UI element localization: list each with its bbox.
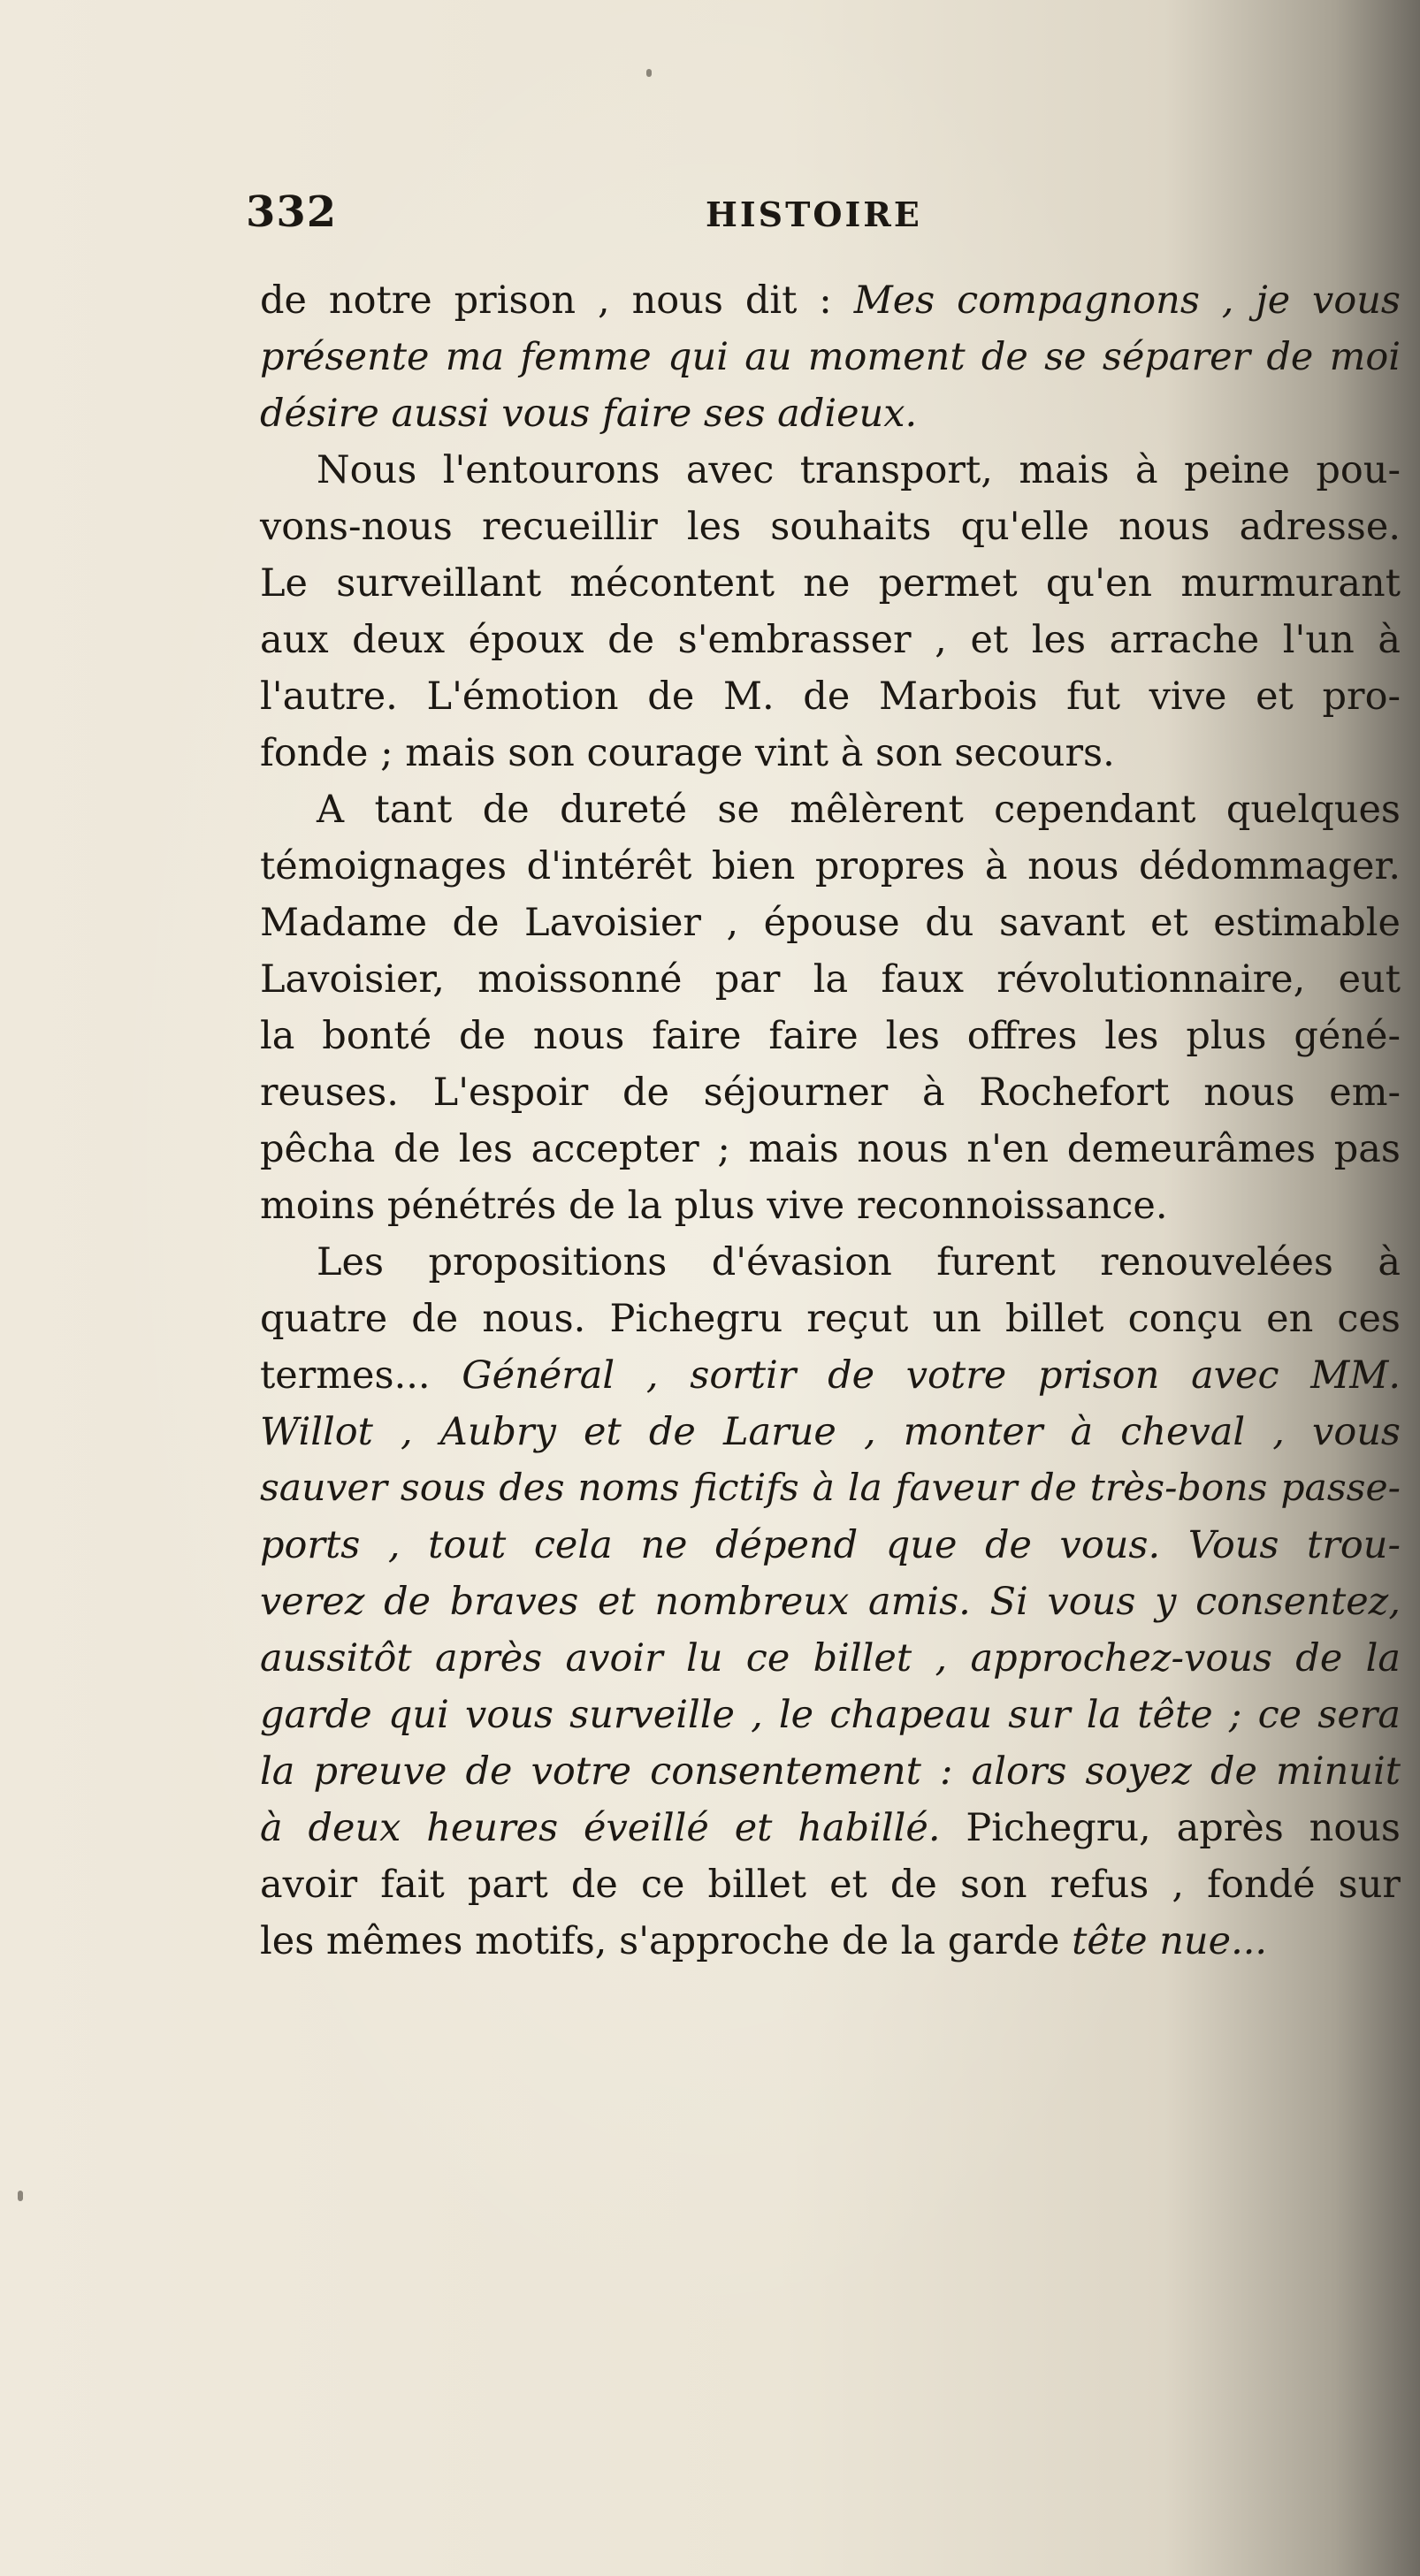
text-line [260,1517,1401,1574]
roman-segment: reuses. L'espoir de séjourner à Rochefort nous em- [260,1071,1401,1115]
text-line [260,612,1401,668]
text-line [260,1913,1401,1970]
text-line [260,668,1401,725]
italic-segment: sauver sous des noms fictifs à la faveur de très-bons passe- [260,1467,1401,1510]
roman-segment: Le surveillant mécontent ne permet qu'en murmurant [260,561,1401,606]
text-line [260,1121,1401,1177]
ink-speck [18,2191,23,2201]
text-line [260,781,1401,838]
roman-segment: pêcha de les accepter ; mais nous n'en demeurâmes pas [260,1127,1401,1171]
page-header [246,187,927,249]
roman-segment: la bonté de nous faire faire les offres les plus géné- [260,1014,1401,1058]
roman-segment: aux deux époux de s'embrasser , et les arrache l'un à [260,618,1401,662]
italic-segment: verez de braves et nombreux amis. Si vous y consentez, [260,1580,1401,1624]
roman-segment: termes... [260,1353,462,1398]
text-line [260,1630,1401,1687]
roman-segment: les mêmes motifs, s'approche de la garde [260,1919,1073,1963]
roman-segment: Pichegru, après nous [940,1806,1401,1850]
text-line [260,1743,1401,1800]
italic-segment: Général , sortir de votre prison avec MM. [462,1353,1401,1398]
roman-segment: avoir fait part de ce billet et de son refus , fondé sur [260,1863,1401,1907]
roman-segment: Madame de Lavoisier , épouse du savant et estimable [260,901,1401,945]
body-text [260,272,1401,1970]
text-line [260,1291,1401,1347]
text-line [260,499,1401,555]
italic-segment: Mes compagnons , je vous [853,278,1401,323]
text-line [260,1008,1401,1064]
ink-speck [646,69,652,77]
text-line [260,1234,1401,1291]
text-line [260,895,1401,951]
text-line [260,1064,1401,1121]
italic-segment: désire aussi vous faire ses adieux. [260,392,918,436]
running-title: HISTOIRE [706,194,922,234]
italic-segment: ports , tout cela ne dépend que de vous. Vous trou- [260,1523,1401,1567]
italic-segment: à deux heures éveillé et habillé. [260,1806,941,1850]
text-line [260,1574,1401,1630]
italic-segment: présente ma femme qui au moment de se séparer de moi [260,335,1401,379]
text-line [260,1347,1401,1404]
roman-segment: quatre de nous. Pichegru reçut un billet conçu en ces [260,1297,1401,1341]
text-line [260,838,1401,895]
italic-segment: la preuve de votre consentement : alors soyez de minuit [260,1749,1401,1794]
roman-segment: A tant de dureté se mêlèrent cependant quelques [317,788,1401,832]
roman-segment: Nous l'entourons avec transport, mais à peine pou- [317,448,1401,492]
italic-segment: Willot , Aubry et de Larue , monter à cheval , vous [260,1410,1401,1454]
text-line [260,555,1401,612]
roman-segment: fonde ; mais son courage vint à son secours. [260,731,1115,775]
text-line [260,1404,1401,1460]
italic-segment: aussitôt après avoir lu ce billet , approchez-vous de la [260,1636,1401,1680]
roman-segment: témoignages d'intérêt bien propres à nous dédommager. [260,844,1401,888]
text-line [260,1460,1401,1517]
text-line [260,1856,1401,1913]
text-line [260,272,1401,329]
italic-segment: garde qui vous surveille , le chapeau sur la tête ; ce sera [260,1693,1401,1737]
text-line [260,1687,1401,1743]
text-line [260,951,1401,1008]
text-line [260,442,1401,499]
text-line [260,725,1401,781]
italic-segment: tête nue... [1072,1919,1268,1963]
roman-segment: Les propositions d'évasion furent renouvelées à [317,1240,1401,1284]
text-line [260,385,1401,442]
roman-segment: l'autre. L'émotion de M. de Marbois fut vive et pro- [260,674,1401,719]
roman-segment: Lavoisier, moissonné par la faux révolutionnaire, eut [260,957,1401,1002]
roman-segment: moins pénétrés de la plus vive reconnoissance. [260,1184,1168,1228]
text-line [260,329,1401,385]
text-line [260,1800,1401,1856]
roman-segment: vons-nous recueillir les souhaits qu'elle nous adresse. [260,505,1401,549]
text-line [260,1177,1401,1234]
roman-segment: de notre prison , nous dit : [260,278,854,323]
page-number: 332 [246,187,338,237]
